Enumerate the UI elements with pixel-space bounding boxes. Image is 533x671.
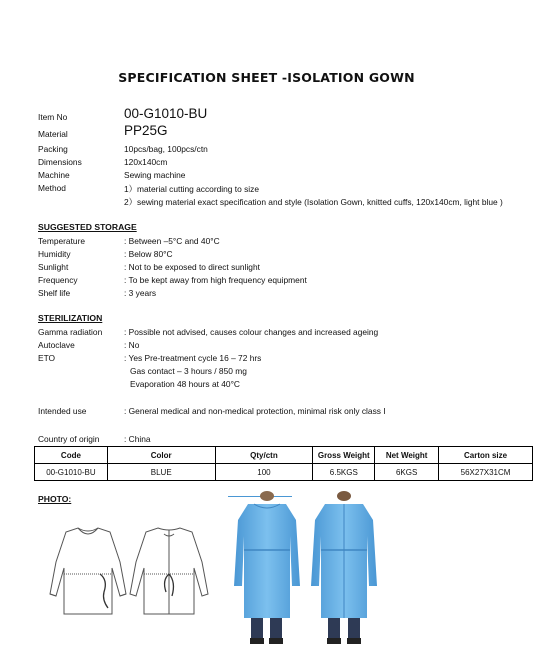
gown-front-photo bbox=[226, 490, 306, 646]
item-no-label: Item No bbox=[38, 112, 68, 122]
intended-use-value: : General medical and non-medical protection, minimal risk only class I bbox=[124, 406, 386, 416]
humidity-label: Humidity bbox=[38, 249, 71, 259]
gamma-label: Gamma radiation bbox=[38, 327, 103, 337]
country-value: : China bbox=[124, 434, 151, 444]
dimensions-value: 120x140cm bbox=[124, 157, 168, 167]
gown-front-sketch bbox=[48, 522, 128, 620]
method-step-2: 2）sewing material exact specification and style (Isolation Gown, knitted cuffs, 120x140cm, light blue ) bbox=[124, 197, 503, 207]
dimensions-label: Dimensions bbox=[38, 157, 82, 167]
header-code: Code bbox=[35, 447, 108, 464]
packing-label: Packing bbox=[38, 144, 68, 154]
header-net-weight: Net Weight bbox=[375, 447, 439, 464]
machine-label: Machine bbox=[38, 170, 70, 180]
gamma-value: : Possible not advised, causes colour changes and increased ageing bbox=[124, 327, 379, 337]
packing-value: 10pcs/bag, 100pcs/ctn bbox=[124, 144, 208, 154]
autoclave-value: : No bbox=[124, 340, 140, 350]
shelf-life-label: Shelf life bbox=[38, 288, 71, 298]
cell-code: 00-G1010-BU bbox=[35, 464, 108, 481]
gown-back-photo bbox=[304, 490, 384, 646]
eto-line-1: : Yes Pre-treatment cycle 16 – 72 hrs bbox=[124, 353, 262, 363]
frequency-value: : To be kept away from high frequency equipment bbox=[124, 275, 307, 285]
method-label: Method bbox=[38, 183, 66, 193]
table-header-row bbox=[35, 447, 533, 464]
cell-carton-size: 56X27X31CM bbox=[439, 464, 533, 481]
header-carton-size: Carton size bbox=[439, 447, 533, 464]
cell-color: BLUE bbox=[107, 464, 215, 481]
header-qty: Qty/ctn bbox=[215, 447, 313, 464]
header-gross-weight: Gross Weight bbox=[313, 447, 375, 464]
eto-line-3: Evaporation 48 hours at 40°C bbox=[130, 379, 240, 389]
sunlight-value: : Not to be exposed to direct sunlight bbox=[124, 262, 260, 272]
cell-net-weight: 6KGS bbox=[375, 464, 439, 481]
eto-label: ETO bbox=[38, 353, 56, 363]
frequency-label: Frequency bbox=[38, 275, 78, 285]
table-row bbox=[35, 464, 533, 481]
header-color: Color bbox=[107, 447, 215, 464]
machine-value: Sewing machine bbox=[124, 170, 186, 180]
page-title: SPECIFICATION SHEET -ISOLATION GOWN bbox=[118, 70, 415, 85]
autoclave-label: Autoclave bbox=[38, 340, 75, 350]
sterilization-heading: STERILIZATION bbox=[38, 313, 103, 323]
cell-qty: 100 bbox=[215, 464, 313, 481]
spec-table bbox=[34, 446, 533, 481]
photo-heading: PHOTO: bbox=[38, 494, 72, 504]
sunlight-label: Sunlight bbox=[38, 262, 69, 272]
gown-back-sketch bbox=[128, 522, 210, 620]
country-label: Country of origin bbox=[38, 434, 100, 444]
cell-gross-weight: 6.5KGS bbox=[313, 464, 375, 481]
humidity-value: : Below 80°C bbox=[124, 249, 173, 259]
material-label: Material bbox=[38, 129, 68, 139]
method-step-1: 1）material cutting according to size bbox=[124, 184, 259, 194]
temperature-value: : Between –5°C and 40°C bbox=[124, 236, 220, 246]
item-no-value: 00-G1010-BU bbox=[124, 106, 208, 121]
storage-heading: SUGGESTED STORAGE bbox=[38, 222, 137, 232]
material-value: PP25G bbox=[124, 123, 168, 138]
eto-line-2: Gas contact – 3 hours / 850 mg bbox=[130, 366, 247, 376]
intended-use-label: Intended use bbox=[38, 406, 87, 416]
temperature-label: Temperature bbox=[38, 236, 86, 246]
shelf-life-value: : 3 years bbox=[124, 288, 157, 298]
